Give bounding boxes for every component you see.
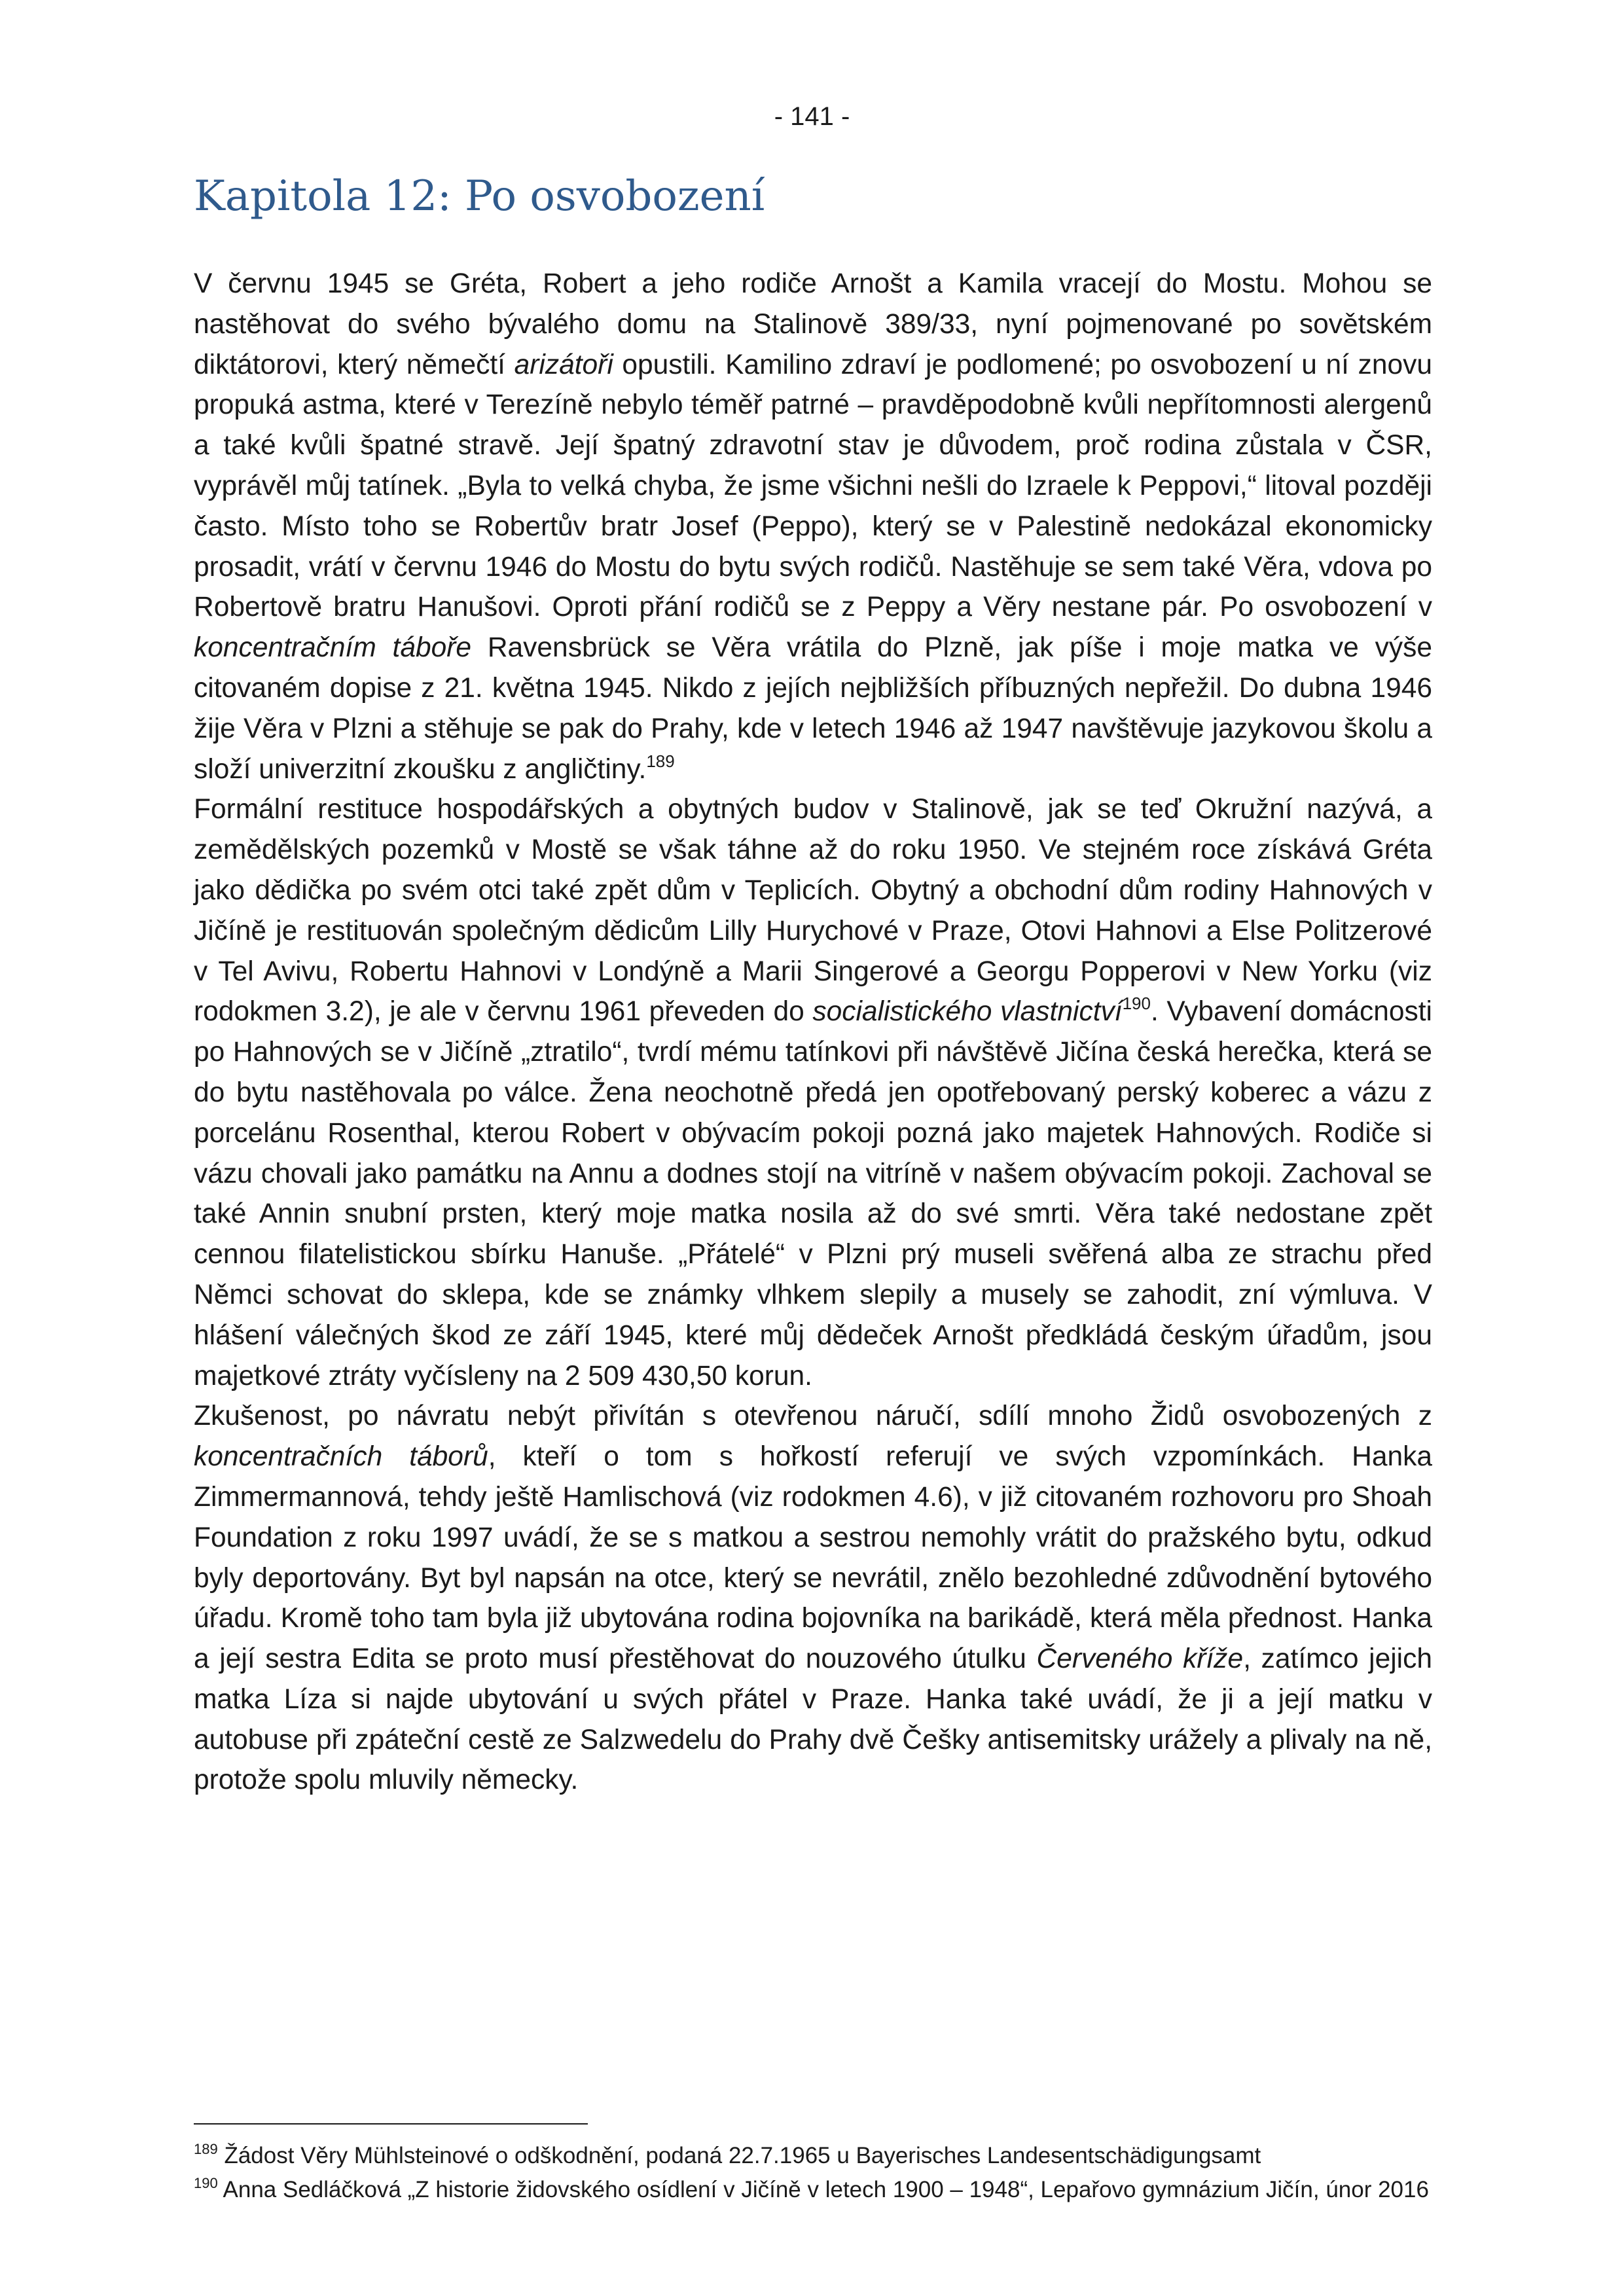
footnote-reference-190[interactable]: 190: [1122, 994, 1151, 1014]
italic-term: koncentračním táboře: [194, 632, 472, 664]
footnote-reference-189[interactable]: 189: [646, 751, 675, 771]
text-run: V červnu 1945 se Gréta, Robert a jeho rodiče Arnošt a Kamila vracejí do Mostu. Mohou se nastěhovat do svého bývalého domu na Stalinově 389/33, nyní pojmenované po sovětském diktátorovi, který němečtí: [194, 268, 1432, 380]
footnote-separator: [194, 2123, 588, 2125]
footnote-text: Anna Sedláčková „Z historie židovského osídlení v Jičíně v letech 1900 – 1948“, Lepařovo gymnázium Jičín, únor 2016: [217, 2177, 1429, 2202]
paragraph-1: [194, 264, 1432, 789]
text-run: Formální restituce hospodářských a obytných budov v Stalinově, jak se teď Okružní nazývá, a zemědělských pozemků v Mostě se však táhne až do roku 1950. Ve stejném roce získává Gréta jako dědička po svém otci také zpět dům v Teplicích. Obytný a obchodní dům rodiny Hahnových v Jičíně je restituován společným dědicům Lilly Hurychové v Praze, Otovi Hahnovi a Else Politzerové v Tel Avivu, Robertu Hahnovi v Londýně a Marii Singerové a Georgu Popperovi v New Yorku (viz rodokmen 3.2), je ale v červnu 1961 převeden do: [194, 794, 1432, 1028]
footnote-number: 189: [194, 2141, 218, 2157]
chapter-body: [194, 264, 1432, 1801]
text-run: , zatímco jejich matka Líza si najde ubytování u svých přátel v Praze. Hanka také uvádí, že ji a její matku v autobuse při zpáteční cestě ze Salzwedelu do Prahy dvě Češky antisemitsky urážely a plivaly na ně, protože spolu mluvily německy.: [194, 1643, 1432, 1796]
page-number: - 141 -: [774, 102, 850, 131]
text-run: . Vybavení domácnosti po Hahnových se v Jičíně „ztratilo“, tvrdí mému tatínkovi při návštěvě Jičína česká herečka, která se do bytu nastěhovala po válce. Žena neochotně předá jen opotřebovaný perský koberec a vázu z porcelánu Rosenthal, kterou Robert v obývacím pokoji pozná jako majetek Hahnových. Rodiče si vázu chovali jako památku na Annu a dodnes stojí na vitríně v našem obývacím pokoji. Zachoval se také Annin snubní prsten, který moje matka nosila až do své smrti. Věra také nedostane zpět cennou filatelistickou sbírku Hanuše. „Přátelé“ v Plzni prý museli svěřená alba ze strachu před Němci schovat do sklepa, kde se známky vlhkem slepily a musely se zahodit, zní výmluva. V hlášení válečných škod ze září 1945, které můj dědeček Arnošt předkládá českým úřadům, jsou majetkové ztráty vyčísleny na 2 509 430,50 korun.: [194, 996, 1432, 1391]
footnote-189: [194, 2139, 1432, 2173]
text-run: Ravensbrück se Věra vrátila do Plzně, jak píše i moje matka ve výše citovaném dopise z 21. května 1945. Nikdo z jejích nejbližších příbuzných nepřežil. Do dubna 1946 žije Věra v Plzni a stěhuje se pak do Prahy, kde v letech 1946 až 1947 navštěvuje jazykovou školu a složí univerzitní zkoušku z angličtiny.: [194, 632, 1432, 785]
chapter-title: Kapitola 12: Po osvobození: [194, 172, 765, 221]
paragraph-2: [194, 789, 1432, 1396]
footnote-number: 190: [194, 2175, 218, 2191]
italic-term: arizátoři: [514, 349, 613, 380]
italic-term: Červeného kříže: [1036, 1643, 1244, 1675]
italic-term: socialistického vlastnictví: [812, 996, 1123, 1028]
paragraph-3: [194, 1396, 1432, 1801]
footnote-text: Žádost Věry Mühlsteinové o odškodnění, podaná 22.7.1965 u Bayerisches Landesentschädigungsamt: [217, 2143, 1261, 2168]
footnote-190: [194, 2173, 1432, 2207]
italic-term: koncentračních táborů: [194, 1441, 488, 1473]
text-run: Zkušenost, po návratu nebýt přivítán s otevřenou náručí, sdílí mnoho Židů osvobozených z: [194, 1401, 1432, 1432]
footnotes: [194, 2139, 1432, 2207]
text-run: opustili. Kamilino zdraví je podlomené; po osvobození u ní znovu propuká astma, které v Terezíně nebylo téměř patrné – pravděpodobně kvůli nepřítomnosti alergenů a také kvůli špatné stravě. Její špatný zdravotní stav je důvodem, proč rodina zůstala v ČSR, vyprávěl můj tatínek. „Byla to velká chyba, že jsme všichni nešli do Izraele k Peppovi,“ litoval později často. Místo toho se Robertův bratr Josef (Peppo), který se v Palestině nedokázal ekonomicky prosadit, vrátí v červnu 1946 do Mostu do bytu svých rodičů. Nastěhuje se sem také Věra, vdova po Robertově bratru Hanušovi. Oproti přání rodičů se z Peppy a Věry nestane pár. Po osvobození v: [194, 349, 1432, 623]
text-run: , kteří o tom s hořkostí referují ve svých vzpomínkách. Hanka Zimmermannová, tehdy ještě Hamlischová (viz rodokmen 4.6), v již citovaném rozhovoru pro Shoah Foundation z roku 1997 uvádí, že se s matkou a sestrou nemohly vrátit do pražského bytu, odkud byly deportovány. Byt byl napsán na otce, který se nevrátil, znělo bezohledné zdůvodnění bytového úřadu. Kromě toho tam byla již ubytována rodina bojovníka na barikádě, která měla přednost. Hanka a její sestra Edita se proto musí přestěhovat do nouzového útulku: [194, 1441, 1432, 1675]
